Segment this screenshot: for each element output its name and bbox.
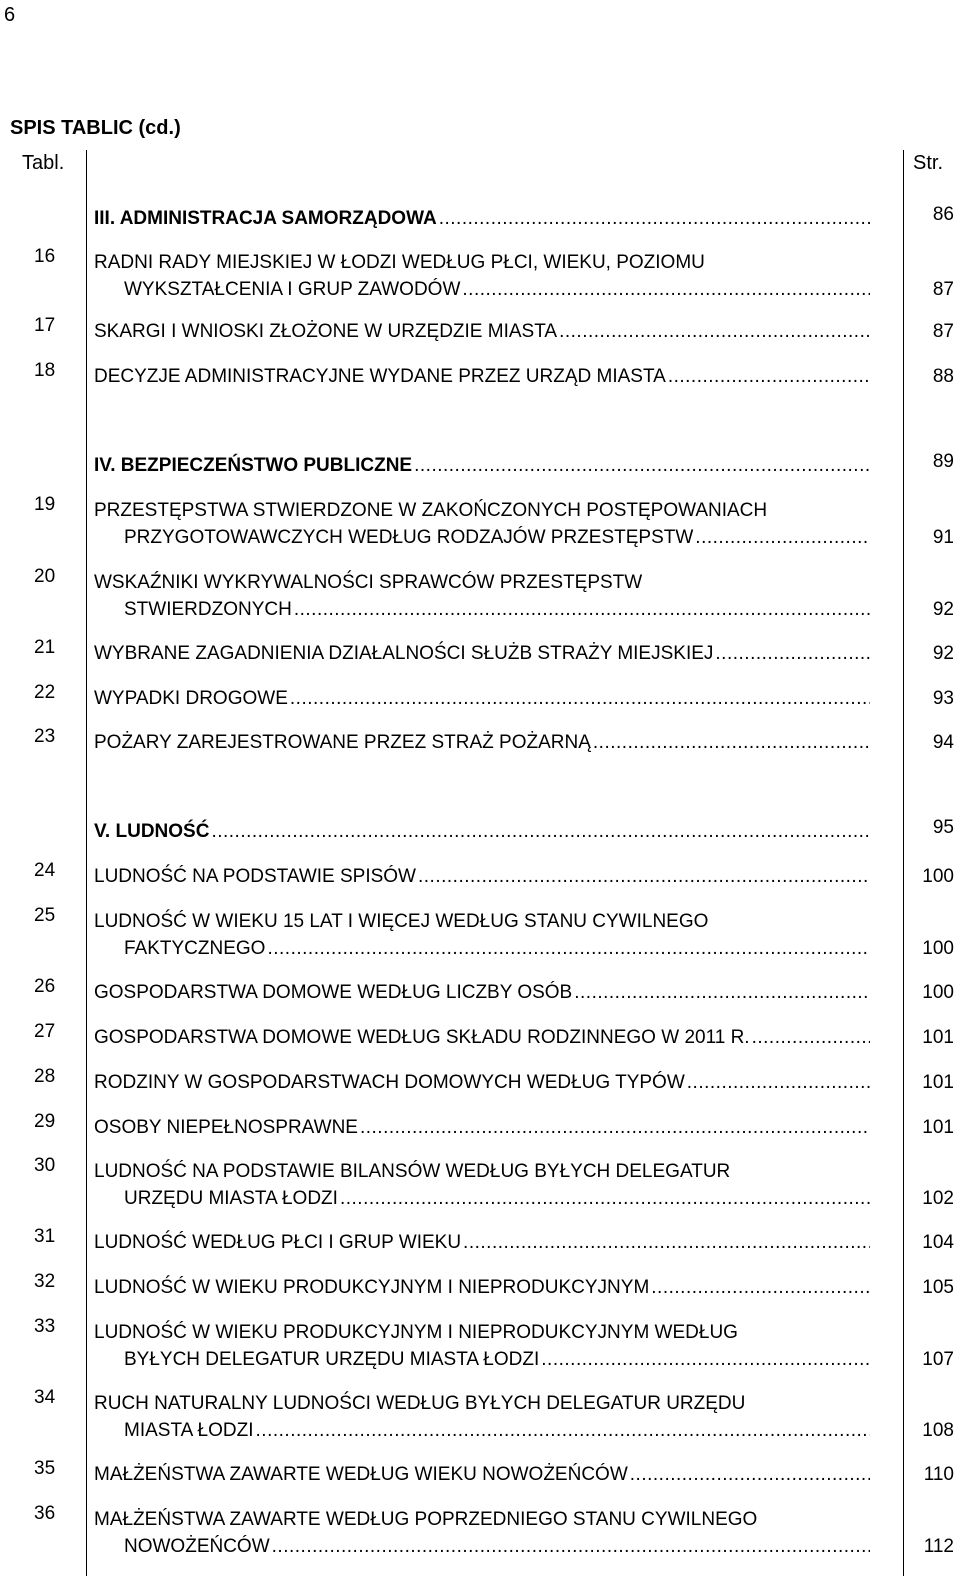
table-title — [94, 452, 870, 479]
dot-leader — [593, 729, 870, 756]
title-line — [94, 1024, 870, 1051]
dot-leader — [695, 524, 870, 551]
title-line — [94, 452, 870, 479]
table-number: 29 — [34, 1111, 56, 1132]
table-title — [94, 1461, 870, 1488]
title-line — [94, 1417, 870, 1444]
title-line — [94, 249, 870, 276]
title-line — [94, 1506, 870, 1533]
title-line-text: IV. BEZPIECZEŃSTWO PUBLICZNE — [94, 455, 413, 476]
table-title — [94, 1506, 870, 1560]
dot-leader — [290, 685, 870, 712]
page-reference: 100 — [922, 938, 954, 959]
title-line-text: DECYZJE ADMINISTRACYJNE WYDANE PRZEZ URZĄD MIASTA — [94, 366, 666, 387]
title-line — [94, 908, 870, 935]
title-line-text: POŻARY ZAREJESTROWANE PRZEZ STRAŻ POŻARNĄ — [94, 732, 591, 753]
table-title — [94, 1390, 870, 1444]
page-reference: 88 — [932, 366, 954, 387]
page-reference: 91 — [932, 527, 954, 548]
dot-leader — [651, 1274, 870, 1301]
title-line — [94, 1158, 870, 1185]
table-number: 25 — [34, 905, 56, 926]
page-reference: 101 — [922, 1027, 954, 1048]
table-title — [94, 1319, 870, 1373]
table-number: 27 — [34, 1021, 56, 1042]
title-line-text: BYŁYCH DELEGATUR URZĘDU MIASTA ŁODZI — [124, 1349, 540, 1370]
title-line-text: III. ADMINISTRACJA SAMORZĄDOWA — [94, 208, 437, 229]
page-reference: 87 — [932, 321, 954, 342]
title-line-text: LUDNOŚĆ NA PODSTAWIE SPISÓW — [94, 866, 416, 887]
dot-leader — [462, 276, 870, 303]
table-title — [94, 205, 870, 232]
title-line — [94, 318, 870, 345]
title-line-text: URZĘDU MIASTA ŁODZI — [124, 1188, 338, 1209]
table-title — [94, 863, 870, 890]
table-number: 30 — [34, 1155, 56, 1176]
table-number: 35 — [34, 1458, 56, 1479]
page-reference: 105 — [922, 1277, 954, 1298]
dot-leader — [752, 1024, 870, 1051]
title-line-text: V. LUDNOŚĆ — [94, 821, 210, 842]
title-line-text: NOWOŻEŃCÓW — [124, 1536, 270, 1557]
table-number: 17 — [34, 315, 56, 336]
table-title — [94, 1069, 870, 1096]
dot-leader — [463, 1229, 870, 1256]
title-line-text: SKARGI I WNIOSKI ZŁOŻONE W URZĘDZIE MIASTA — [94, 321, 558, 342]
dot-leader — [340, 1185, 870, 1212]
table-title — [94, 979, 870, 1006]
table-title — [94, 685, 870, 712]
table-title — [94, 249, 870, 303]
dot-leader — [559, 318, 870, 345]
title-line — [94, 596, 870, 623]
title-line — [94, 1346, 870, 1373]
page-reference: 102 — [922, 1188, 954, 1209]
table-title — [94, 1024, 870, 1051]
title-line — [94, 1185, 870, 1212]
page-reference: 95 — [932, 817, 954, 838]
title-line-text: LUDNOŚĆ W WIEKU PRODUKCYJNYM I NIEPRODUKCYJNYM WEDŁUG — [94, 1322, 738, 1343]
table-number: 31 — [34, 1226, 56, 1247]
dot-leader — [267, 935, 870, 962]
title-line-text: PRZESTĘPSTWA STWIERDZONE W ZAKOŃCZONYCH POSTĘPOWANIACH — [94, 500, 768, 521]
table-number: 20 — [34, 566, 56, 587]
dot-leader — [211, 818, 870, 845]
title-line-text: RODZINY W GOSPODARSTWACH DOMOWYCH WEDŁUG TYPÓW — [94, 1072, 685, 1093]
dot-leader — [668, 363, 870, 390]
table-title — [94, 569, 870, 623]
table-number: 23 — [34, 726, 56, 747]
title-line — [94, 685, 870, 712]
page-reference: 110 — [923, 1464, 954, 1485]
page-reference: 101 — [922, 1072, 954, 1093]
title-line — [94, 729, 870, 756]
page-reference: 101 — [922, 1117, 954, 1138]
table-number: 18 — [34, 360, 56, 381]
page-reference: 112 — [923, 1536, 954, 1557]
table-title — [94, 1274, 870, 1301]
page-reference: 100 — [922, 982, 954, 1003]
title-line — [94, 276, 870, 303]
title-line — [94, 640, 870, 667]
page-reference: 100 — [922, 866, 954, 887]
dot-leader — [687, 1069, 870, 1096]
dot-leader — [541, 1346, 870, 1373]
title-line — [94, 979, 870, 1006]
title-line — [94, 1319, 870, 1346]
title-line-text: RUCH NATURALNY LUDNOŚCI WEDŁUG BYŁYCH DELEGATUR URZĘDU — [94, 1393, 746, 1414]
table-title — [94, 1158, 870, 1212]
table-title — [94, 729, 870, 756]
page-reference: 92 — [932, 599, 954, 620]
dot-leader — [256, 1417, 870, 1444]
table-title — [94, 497, 870, 551]
title-line — [94, 1069, 870, 1096]
title-line — [94, 1274, 870, 1301]
page-reference: 104 — [922, 1232, 954, 1253]
table-title — [94, 908, 870, 962]
table-number: 34 — [34, 1387, 56, 1408]
page-reference: 87 — [932, 279, 954, 300]
title-line — [94, 1461, 870, 1488]
dot-leader — [294, 596, 870, 623]
title-line — [94, 1229, 870, 1256]
page-reference: 92 — [932, 643, 954, 664]
page-reference: 108 — [922, 1420, 954, 1441]
title-line-text: STWIERDZONYCH — [124, 599, 292, 620]
column-header-str: Str. — [913, 152, 944, 174]
page-reference: 86 — [932, 204, 954, 225]
title-line-text: WSKAŹNIKI WYKRYWALNOŚCI SPRAWCÓW PRZESTĘPSTW — [94, 572, 643, 593]
dot-leader — [439, 205, 870, 232]
title-line-text: GOSPODARSTWA DOMOWE WEDŁUG SKŁADU RODZINNEGO W 2011 R. — [94, 1027, 750, 1048]
table-number: 22 — [34, 682, 56, 703]
title-line-text: LUDNOŚĆ WEDŁUG PŁCI I GRUP WIEKU — [94, 1232, 462, 1253]
title-line — [94, 1114, 870, 1141]
page-number: 6 — [4, 4, 16, 26]
table-title — [94, 1229, 870, 1256]
page-reference: 107 — [922, 1349, 954, 1370]
dot-leader — [360, 1114, 870, 1141]
title-line-text: GOSPODARSTWA DOMOWE WEDŁUG LICZBY OSÓB — [94, 982, 573, 1003]
title-line-text: OSOBY NIEPEŁNOSPRAWNE — [94, 1117, 358, 1138]
title-line — [94, 1533, 870, 1560]
title-line-text: RADNI RADY MIEJSKIEJ W ŁODZI WEDŁUG PŁCI, WIEKU, POZIOMU — [94, 252, 705, 273]
title-line-text: LUDNOŚĆ W WIEKU PRODUKCYJNYM I NIEPRODUKCYJNYM — [94, 1277, 650, 1298]
title-line — [94, 863, 870, 890]
title-line — [94, 205, 870, 232]
title-line — [94, 363, 870, 390]
title-line-text: WYPADKI DROGOWE — [94, 688, 288, 709]
title-line-text: PRZYGOTOWAWCZYCH WEDŁUG RODZAJÓW PRZESTĘPSTW — [124, 527, 694, 548]
dot-leader — [630, 1461, 870, 1488]
title-line-text: FAKTYCZNEGO — [124, 938, 266, 959]
table-number: 33 — [34, 1316, 56, 1337]
page-reference: 89 — [932, 451, 954, 472]
title-line-text: MAŁŻEŃSTWA ZAWARTE WEDŁUG POPRZEDNIEGO STANU CYWILNEGO — [94, 1509, 758, 1530]
page-reference: 94 — [932, 732, 954, 753]
title-line — [94, 818, 870, 845]
dot-leader — [414, 452, 870, 479]
dot-leader — [574, 979, 870, 1006]
table-number: 36 — [34, 1503, 56, 1524]
title-line-text: MAŁŻEŃSTWA ZAWARTE WEDŁUG WIEKU NOWOŻEŃCÓW — [94, 1464, 628, 1485]
table-title — [94, 640, 870, 667]
table-title — [94, 318, 870, 345]
dot-leader — [272, 1533, 870, 1560]
dot-leader — [418, 863, 870, 890]
title-line-text: MIASTA ŁODZI — [124, 1420, 254, 1441]
title-line — [94, 1390, 870, 1417]
title-line — [94, 569, 870, 596]
table-title — [94, 818, 870, 845]
title-line-text: WYBRANE ZAGADNIENIA DZIAŁALNOŚCI SŁUŻB STRAŻY MIEJSKIEJ — [94, 643, 714, 664]
table-number: 32 — [34, 1271, 56, 1292]
title-line — [94, 497, 870, 524]
dot-leader — [715, 640, 870, 667]
table-number: 21 — [34, 637, 56, 658]
table-number: 28 — [34, 1066, 56, 1087]
page-reference: 93 — [932, 688, 954, 709]
table-title — [94, 363, 870, 390]
table-number: 24 — [34, 860, 56, 881]
table-number: 26 — [34, 976, 56, 997]
title-line — [94, 935, 870, 962]
column-header-tabl: Tabl. — [22, 152, 65, 174]
table-title — [94, 1114, 870, 1141]
table-number: 16 — [34, 246, 56, 267]
title-line — [94, 524, 870, 551]
title-line-text: LUDNOŚĆ NA PODSTAWIE BILANSÓW WEDŁUG BYŁYCH DELEGATUR — [94, 1161, 731, 1182]
title-line-text: WYKSZTAŁCENIA I GRUP ZAWODÓW — [124, 279, 461, 300]
toc-title: SPIS TABLIC (cd.) — [10, 117, 181, 139]
title-line-text: LUDNOŚĆ W WIEKU 15 LAT I WIĘCEJ WEDŁUG STANU CYWILNEGO — [94, 911, 709, 932]
table-number: 19 — [34, 494, 56, 515]
